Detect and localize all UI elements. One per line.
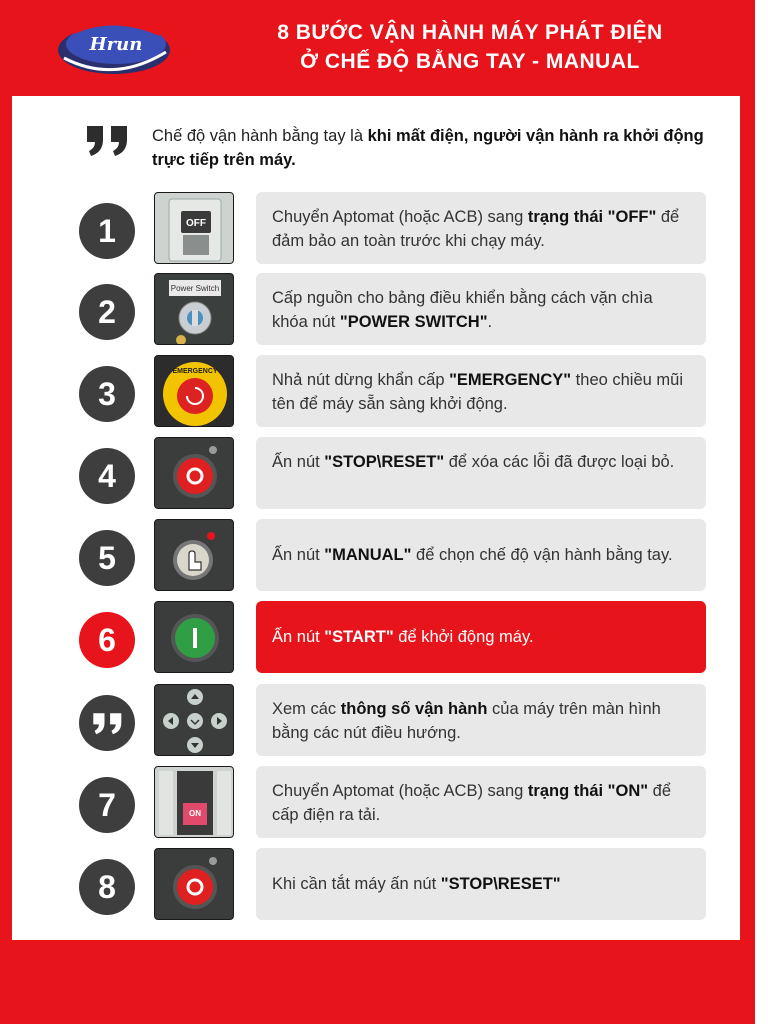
step-text: để đảm bảo an toàn trước khi chạy máy. xyxy=(272,208,680,250)
intro-text-plain: Chế độ vận hành bằng tay là xyxy=(152,127,368,145)
step-row xyxy=(0,848,755,922)
step-description xyxy=(256,273,706,345)
photo-label-emergency: EMERGENCY xyxy=(172,368,218,375)
step-text: Cấp nguồn cho bảng điều khiển bằng cách vặn chìa khóa nút xyxy=(272,289,653,331)
step-text-bold: "STOP\RESET" xyxy=(440,875,561,893)
step-number: 1 xyxy=(79,203,135,259)
step-text: Chuyển Aptomat (hoặc ACB) sang xyxy=(272,208,528,226)
step-text: để khởi động máy. xyxy=(393,628,534,646)
step-description xyxy=(256,601,706,673)
step-row xyxy=(0,273,755,347)
step-text: để xóa các lỗi đã được loại bỏ. xyxy=(444,453,675,471)
step-number: 2 xyxy=(79,284,135,340)
step-text: Khi cần tắt máy ấn nút xyxy=(272,875,441,893)
stop-button-photo xyxy=(154,848,234,920)
emergency-button-photo xyxy=(154,355,234,427)
step-row xyxy=(0,437,755,511)
stop-button-photo xyxy=(154,437,234,509)
title-line-1: 8 BƯỚC VẬN HÀNH MÁY PHÁT ĐIỆN xyxy=(277,21,663,44)
step-text-bold: thông số vận hành xyxy=(340,700,488,718)
title-line-2: Ở CHẾ ĐỘ BẰNG TAY - MANUAL xyxy=(300,50,640,73)
step-description xyxy=(256,192,706,264)
header xyxy=(0,0,755,96)
step-row xyxy=(0,519,755,593)
manual-button-photo xyxy=(154,519,234,591)
photo-label-off: OFF xyxy=(186,218,206,229)
step-text-bold: "POWER SWITCH" xyxy=(339,313,488,331)
step-description xyxy=(256,766,706,838)
step-text: để chọn chế độ vận hành bằng tay. xyxy=(411,546,673,564)
on-breaker-photo xyxy=(154,766,234,838)
step-row xyxy=(0,766,755,840)
step-text-bold: "MANUAL" xyxy=(324,546,412,564)
step-text-bold: trạng thái "OFF" xyxy=(527,208,657,226)
power-switch-photo xyxy=(154,273,234,345)
photo-label-on: ON xyxy=(189,809,201,818)
step-text: Ấn nút xyxy=(272,546,325,564)
step-number: 3 xyxy=(79,366,135,422)
step-number: 5 xyxy=(79,530,135,586)
step-number: 4 xyxy=(79,448,135,504)
step-description xyxy=(256,519,706,591)
step-text: của máy trên màn hình bằng các nút điều hướng. xyxy=(272,700,661,742)
step-description xyxy=(256,684,706,756)
step-text: để cấp điện ra tải. xyxy=(272,782,671,824)
step-text-bold: "START" xyxy=(324,628,394,646)
step-text: theo chiều mũi tên để máy sẵn sàng khởi động. xyxy=(272,371,683,413)
step-text: . xyxy=(487,313,493,331)
start-button-photo xyxy=(154,601,234,673)
step-text: Xem các xyxy=(272,700,341,718)
step-description xyxy=(256,437,706,509)
step-row xyxy=(0,192,755,266)
step-text: Ấn nút xyxy=(272,628,325,646)
step-row xyxy=(0,684,755,758)
step-number: 6 xyxy=(79,612,135,668)
step-text-bold: "EMERGENCY" xyxy=(449,371,572,389)
intro-text xyxy=(152,124,712,172)
step-text: Chuyển Aptomat (hoặc ACB) sang xyxy=(272,782,528,800)
intro-text-bold: khi mất điện, người vận hành ra khởi động trực tiếp trên máy. xyxy=(152,127,704,169)
step-row xyxy=(0,355,755,429)
footer-band xyxy=(0,940,755,1024)
photo-label-power-switch: Power Switch xyxy=(170,284,220,293)
step-text: Nhả nút dừng khẩn cấp xyxy=(272,371,450,389)
quote-icon xyxy=(85,118,131,158)
step-row xyxy=(0,601,755,675)
nav-buttons-photo xyxy=(154,684,234,756)
step-text-bold: "STOP\RESET" xyxy=(324,453,445,471)
step-description xyxy=(256,355,706,427)
off-breaker-photo xyxy=(154,192,234,264)
quote-icon xyxy=(79,695,135,751)
logo-text: Hrun xyxy=(89,34,143,55)
company-logo xyxy=(54,14,174,80)
step-number: 7 xyxy=(79,777,135,833)
step-text: Ấn nút xyxy=(272,453,325,471)
step-number: 8 xyxy=(79,859,135,915)
step-description xyxy=(256,848,706,920)
step-text-bold: trạng thái "ON" xyxy=(527,782,649,800)
page-title xyxy=(200,18,740,76)
